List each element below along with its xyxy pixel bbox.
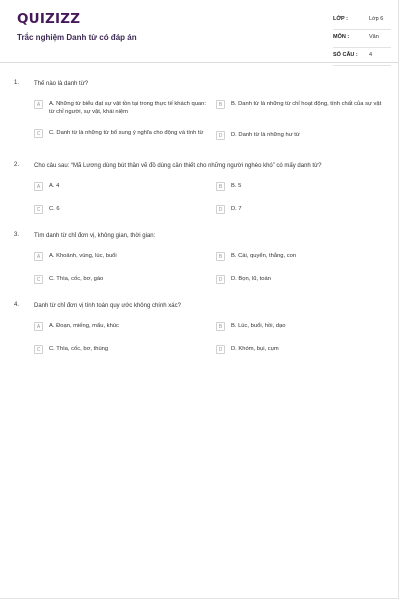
option-letter-box: C (34, 345, 43, 354)
option-text: D. 7 (231, 206, 242, 212)
option-letter-box: D (216, 205, 225, 214)
meta-value: 4 (369, 52, 373, 58)
question-text: Cho câu sau: “Mã Lương dùng bút thần vẽ đồ dùng cần thiết cho những người nghèo khó” có mấy danh từ? (34, 163, 322, 169)
option-letter-box: B (216, 252, 225, 261)
option-text: C. Danh từ là những từ bổ sung ý nghĩa cho động và tính từ (49, 130, 204, 136)
page-title: Trắc nghiệm Danh từ có đáp án (17, 33, 137, 42)
option-letter-box: D (216, 275, 225, 284)
meta-value: Lớp 6 (369, 16, 384, 22)
option-letter-box: C (34, 275, 43, 284)
option-letter-box: D (216, 131, 225, 140)
meta-label: SỐ CÂU : (333, 52, 358, 58)
option-letter-box: B (216, 100, 225, 109)
option-letter-box: A (34, 182, 43, 191)
question-number: 1. (14, 80, 20, 86)
option-letter-box: A (34, 322, 43, 331)
option-text: C. Thìa, cốc, bơ, thùng (49, 346, 109, 352)
meta-row-count (333, 50, 391, 66)
meta-label: LỚP : (333, 16, 348, 22)
option-text: B. Lúc, buổi, hồi, dạo (231, 323, 286, 329)
option-text: A. 4 (49, 183, 60, 189)
option-text: A. Đoạn, miếng, mẩu, khúc (49, 323, 119, 329)
question-number: 3. (14, 232, 20, 238)
option-text: D. Khóm, bụi, cụm (231, 346, 279, 352)
option-letter-box: A (34, 100, 43, 109)
option-letter-box: B (216, 322, 225, 331)
option-text: B. Danh từ là những từ chỉ hoạt động, tính chất của sự vật (231, 101, 382, 107)
option-text: A. Khoảnh, vùng, lúc, buổi (49, 253, 117, 259)
meta-row-subject (333, 32, 391, 48)
option-text: B. 5 (231, 183, 242, 189)
question-text: Danh từ chỉ đơn vị tính toán quy ước không chính xác? (34, 303, 181, 309)
option-text: C. 6 (49, 206, 60, 212)
question-number: 4. (14, 302, 20, 308)
option-text: B. Cái, quyển, thằng, con (231, 253, 297, 259)
option-letter-box: B (216, 182, 225, 191)
question-text: Tìm danh từ chỉ đơn vị, không gian, thời gian: (34, 233, 156, 239)
option-letter-box: A (34, 252, 43, 261)
option-text: C. Thìa, cốc, bơ, gáo (49, 276, 104, 282)
worksheet-meta (333, 14, 391, 68)
option-letter-box: D (216, 345, 225, 354)
worksheet-header (0, 0, 398, 63)
question-number: 2. (14, 162, 20, 168)
quizizz-logo: QUIZIZZ (17, 11, 81, 27)
option-text: D. Danh từ là những hư từ (231, 132, 300, 138)
option-text: D. Bọn, lũ, toán (231, 276, 271, 282)
option-letter-box: C (34, 129, 43, 138)
meta-label: MÔN : (333, 34, 350, 40)
meta-row-class (333, 14, 391, 30)
option-letter-box: C (34, 205, 43, 214)
question-text: Thế nào là danh từ? (34, 81, 89, 87)
meta-value: Văn (369, 34, 379, 40)
option-text: A. Những từ biểu đạt sự vật tồn tại trong thực tế khách quan: từ chỉ người, sự vật, khái niệm (49, 101, 206, 115)
